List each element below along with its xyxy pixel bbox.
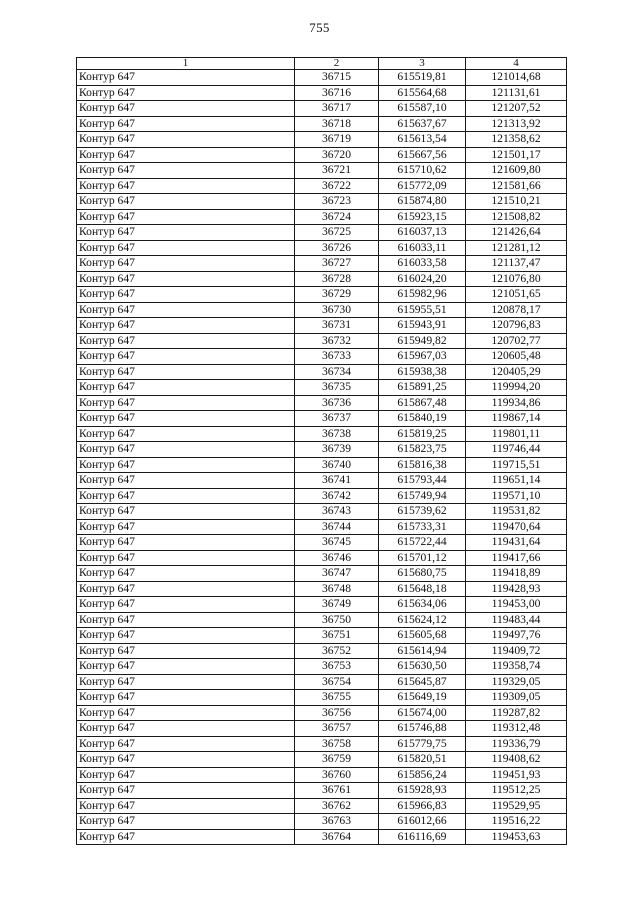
point-number-cell: 36734: [295, 364, 379, 380]
x-coordinate-cell: 615966,83: [379, 798, 466, 814]
table-row: [77, 736, 567, 752]
table-row: [77, 287, 567, 303]
point-number-cell: 36726: [295, 240, 379, 256]
x-coordinate-cell: 615891,25: [379, 380, 466, 396]
table-row: [77, 85, 567, 101]
point-number-cell: 36758: [295, 736, 379, 752]
y-coordinate-cell: 119571,10: [466, 488, 567, 504]
point-number-cell: 36763: [295, 814, 379, 830]
table-row: [77, 70, 567, 86]
contour-name-cell: Контур 647: [77, 178, 295, 194]
x-coordinate-cell: 615955,51: [379, 302, 466, 318]
y-coordinate-cell: 121131,61: [466, 85, 567, 101]
x-coordinate-cell: 615587,10: [379, 101, 466, 117]
point-number-cell: 36719: [295, 132, 379, 148]
x-coordinate-cell: 616033,11: [379, 240, 466, 256]
contour-name-cell: Контур 647: [77, 798, 295, 814]
x-coordinate-cell: 615680,75: [379, 566, 466, 582]
x-coordinate-cell: 616116,69: [379, 829, 466, 845]
x-coordinate-cell: 615982,96: [379, 287, 466, 303]
contour-name-cell: Контур 647: [77, 597, 295, 613]
x-coordinate-cell: 615648,18: [379, 581, 466, 597]
contour-name-cell: Контур 647: [77, 426, 295, 442]
contour-name-cell: Контур 647: [77, 85, 295, 101]
contour-name-cell: Контур 647: [77, 271, 295, 287]
point-number-cell: 36743: [295, 504, 379, 520]
y-coordinate-cell: 119715,51: [466, 457, 567, 473]
point-number-cell: 36720: [295, 147, 379, 163]
y-coordinate-cell: 121426,64: [466, 225, 567, 241]
point-number-cell: 36740: [295, 457, 379, 473]
x-coordinate-cell: 616037,13: [379, 225, 466, 241]
y-coordinate-cell: 119431,64: [466, 535, 567, 551]
y-coordinate-cell: 119453,00: [466, 597, 567, 613]
table-row: [77, 488, 567, 504]
contour-name-cell: Контур 647: [77, 395, 295, 411]
table-row: [77, 504, 567, 520]
point-number-cell: 36757: [295, 721, 379, 737]
table-row: [77, 147, 567, 163]
point-number-cell: 36760: [295, 767, 379, 783]
y-coordinate-cell: 121207,52: [466, 101, 567, 117]
y-coordinate-cell: 121137,47: [466, 256, 567, 272]
point-number-cell: 36729: [295, 287, 379, 303]
table-row: [77, 240, 567, 256]
y-coordinate-cell: 121076,80: [466, 271, 567, 287]
table-row: [77, 256, 567, 272]
y-coordinate-cell: 119428,93: [466, 581, 567, 597]
point-number-cell: 36752: [295, 643, 379, 659]
y-coordinate-cell: 121501,17: [466, 147, 567, 163]
contour-name-cell: Контур 647: [77, 411, 295, 427]
table-row: [77, 364, 567, 380]
table-row: [77, 163, 567, 179]
table-row: [77, 767, 567, 783]
contour-name-cell: Контур 647: [77, 690, 295, 706]
y-coordinate-cell: 121609,80: [466, 163, 567, 179]
y-coordinate-cell: 119867,14: [466, 411, 567, 427]
table-row: [77, 597, 567, 613]
contour-name-cell: Контур 647: [77, 333, 295, 349]
table-row: [77, 829, 567, 845]
table-row: [77, 643, 567, 659]
x-coordinate-cell: 615739,62: [379, 504, 466, 520]
x-coordinate-cell: 615746,88: [379, 721, 466, 737]
x-coordinate-cell: 615710,62: [379, 163, 466, 179]
table-row: [77, 674, 567, 690]
table-header: [77, 58, 567, 70]
y-coordinate-cell: 119516,22: [466, 814, 567, 830]
point-number-cell: 36733: [295, 349, 379, 365]
point-number-cell: 36750: [295, 612, 379, 628]
point-number-cell: 36721: [295, 163, 379, 179]
point-number-cell: 36724: [295, 209, 379, 225]
x-coordinate-cell: 616033,58: [379, 256, 466, 272]
table-row: [77, 194, 567, 210]
contour-name-cell: Контур 647: [77, 380, 295, 396]
y-coordinate-cell: 121281,12: [466, 240, 567, 256]
contour-name-cell: Контур 647: [77, 535, 295, 551]
point-number-cell: 36764: [295, 829, 379, 845]
table-row: [77, 271, 567, 287]
contour-name-cell: Контур 647: [77, 504, 295, 520]
table-row: [77, 814, 567, 830]
table-row: [77, 690, 567, 706]
y-coordinate-cell: 119801,11: [466, 426, 567, 442]
x-coordinate-cell: 615645,87: [379, 674, 466, 690]
table-row: [77, 395, 567, 411]
point-number-cell: 36715: [295, 70, 379, 86]
y-coordinate-cell: 121051,65: [466, 287, 567, 303]
contour-name-cell: Контур 647: [77, 829, 295, 845]
y-coordinate-cell: 119470,64: [466, 519, 567, 535]
x-coordinate-cell: 615674,00: [379, 705, 466, 721]
point-number-cell: 36753: [295, 659, 379, 675]
y-coordinate-cell: 119451,93: [466, 767, 567, 783]
point-number-cell: 36741: [295, 473, 379, 489]
contour-name-cell: Контур 647: [77, 364, 295, 380]
contour-name-cell: Контур 647: [77, 736, 295, 752]
contour-name-cell: Контур 647: [77, 318, 295, 334]
y-coordinate-cell: 119483,44: [466, 612, 567, 628]
y-coordinate-cell: 121313,92: [466, 116, 567, 132]
table-row: [77, 225, 567, 241]
contour-name-cell: Контур 647: [77, 550, 295, 566]
contour-name-cell: Контур 647: [77, 674, 295, 690]
point-number-cell: 36747: [295, 566, 379, 582]
table-row: [77, 721, 567, 737]
x-coordinate-cell: 615793,44: [379, 473, 466, 489]
table-row: [77, 612, 567, 628]
table-row: [77, 132, 567, 148]
x-coordinate-cell: 615519,81: [379, 70, 466, 86]
x-coordinate-cell: 615564,68: [379, 85, 466, 101]
table-row: [77, 783, 567, 799]
x-coordinate-cell: 615840,19: [379, 411, 466, 427]
x-coordinate-cell: 616024,20: [379, 271, 466, 287]
y-coordinate-cell: 119934,86: [466, 395, 567, 411]
table-row: [77, 380, 567, 396]
point-number-cell: 36749: [295, 597, 379, 613]
table-row: [77, 519, 567, 535]
table-row: [77, 333, 567, 349]
point-number-cell: 36727: [295, 256, 379, 272]
point-number-cell: 36754: [295, 674, 379, 690]
table-row: [77, 411, 567, 427]
point-number-cell: 36723: [295, 194, 379, 210]
contour-name-cell: Контур 647: [77, 721, 295, 737]
point-number-cell: 36731: [295, 318, 379, 334]
y-coordinate-cell: 121508,82: [466, 209, 567, 225]
point-number-cell: 36737: [295, 411, 379, 427]
contour-name-cell: Контур 647: [77, 194, 295, 210]
point-number-cell: 36736: [295, 395, 379, 411]
y-coordinate-cell: 119531,82: [466, 504, 567, 520]
point-number-cell: 36730: [295, 302, 379, 318]
table-row: [77, 550, 567, 566]
contour-name-cell: Контур 647: [77, 488, 295, 504]
x-coordinate-cell: 615867,48: [379, 395, 466, 411]
y-coordinate-cell: 121358,62: [466, 132, 567, 148]
contour-name-cell: Контур 647: [77, 767, 295, 783]
contour-name-cell: Контур 647: [77, 70, 295, 86]
table-row: [77, 566, 567, 582]
x-coordinate-cell: 615943,91: [379, 318, 466, 334]
point-number-cell: 36746: [295, 550, 379, 566]
contour-name-cell: Контур 647: [77, 349, 295, 365]
y-coordinate-cell: 120702,77: [466, 333, 567, 349]
table-row: [77, 302, 567, 318]
contour-name-cell: Контур 647: [77, 612, 295, 628]
table-row: [77, 116, 567, 132]
y-coordinate-cell: 120796,83: [466, 318, 567, 334]
table-body: [77, 70, 567, 845]
y-coordinate-cell: 120878,17: [466, 302, 567, 318]
contour-name-cell: Контур 647: [77, 132, 295, 148]
point-number-cell: 36755: [295, 690, 379, 706]
point-number-cell: 36717: [295, 101, 379, 117]
x-coordinate-cell: 615923,15: [379, 209, 466, 225]
x-coordinate-cell: 615722,44: [379, 535, 466, 551]
point-number-cell: 36735: [295, 380, 379, 396]
contour-name-cell: Контур 647: [77, 225, 295, 241]
table-row: [77, 628, 567, 644]
x-coordinate-cell: 615649,19: [379, 690, 466, 706]
y-coordinate-cell: 119287,82: [466, 705, 567, 721]
contour-name-cell: Контур 647: [77, 116, 295, 132]
table-row: [77, 442, 567, 458]
table-row: [77, 349, 567, 365]
x-coordinate-cell: 615637,67: [379, 116, 466, 132]
x-coordinate-cell: 615820,51: [379, 752, 466, 768]
contour-name-cell: Контур 647: [77, 581, 295, 597]
x-coordinate-cell: 615667,56: [379, 147, 466, 163]
y-coordinate-cell: 120605,48: [466, 349, 567, 365]
point-number-cell: 36748: [295, 581, 379, 597]
point-number-cell: 36762: [295, 798, 379, 814]
x-coordinate-cell: 615630,50: [379, 659, 466, 675]
y-coordinate-cell: 121510,21: [466, 194, 567, 210]
point-number-cell: 36716: [295, 85, 379, 101]
table-row: [77, 659, 567, 675]
x-coordinate-cell: 615816,38: [379, 457, 466, 473]
x-coordinate-cell: 615772,09: [379, 178, 466, 194]
point-number-cell: 36739: [295, 442, 379, 458]
y-coordinate-cell: 121014,68: [466, 70, 567, 86]
column-header-4: 4: [466, 58, 567, 70]
y-coordinate-cell: 121581,66: [466, 178, 567, 194]
table-row: [77, 178, 567, 194]
point-number-cell: 36718: [295, 116, 379, 132]
y-coordinate-cell: 119336,79: [466, 736, 567, 752]
contour-name-cell: Контур 647: [77, 659, 295, 675]
x-coordinate-cell: 615967,03: [379, 349, 466, 365]
x-coordinate-cell: 615605,68: [379, 628, 466, 644]
point-number-cell: 36722: [295, 178, 379, 194]
contour-name-cell: Контур 647: [77, 163, 295, 179]
table-row: [77, 101, 567, 117]
contour-name-cell: Контур 647: [77, 643, 295, 659]
y-coordinate-cell: 119512,25: [466, 783, 567, 799]
x-coordinate-cell: 615624,12: [379, 612, 466, 628]
x-coordinate-cell: 615928,93: [379, 783, 466, 799]
contour-name-cell: Контур 647: [77, 256, 295, 272]
point-number-cell: 36751: [295, 628, 379, 644]
x-coordinate-cell: 615733,31: [379, 519, 466, 535]
point-number-cell: 36761: [295, 783, 379, 799]
table-row: [77, 798, 567, 814]
point-number-cell: 36742: [295, 488, 379, 504]
y-coordinate-cell: 119651,14: [466, 473, 567, 489]
contour-name-cell: Контур 647: [77, 240, 295, 256]
x-coordinate-cell: 615749,94: [379, 488, 466, 504]
x-coordinate-cell: 615856,24: [379, 767, 466, 783]
column-header-1: 1: [77, 58, 295, 70]
y-coordinate-cell: 119408,62: [466, 752, 567, 768]
contour-name-cell: Контур 647: [77, 705, 295, 721]
page-number: 755: [309, 20, 330, 35]
y-coordinate-cell: 119418,89: [466, 566, 567, 582]
y-coordinate-cell: 119746,44: [466, 442, 567, 458]
y-coordinate-cell: 119529,95: [466, 798, 567, 814]
x-coordinate-cell: 615701,12: [379, 550, 466, 566]
contour-name-cell: Контур 647: [77, 442, 295, 458]
y-coordinate-cell: 119497,76: [466, 628, 567, 644]
contour-name-cell: Контур 647: [77, 628, 295, 644]
table-row: [77, 581, 567, 597]
contour-name-cell: Контур 647: [77, 752, 295, 768]
coordinates-table: [76, 57, 567, 845]
x-coordinate-cell: 615613,54: [379, 132, 466, 148]
x-coordinate-cell: 615779,75: [379, 736, 466, 752]
point-number-cell: 36744: [295, 519, 379, 535]
contour-name-cell: Контур 647: [77, 519, 295, 535]
y-coordinate-cell: 119409,72: [466, 643, 567, 659]
table-row: [77, 209, 567, 225]
column-header-2: 2: [295, 58, 379, 70]
table-row: [77, 318, 567, 334]
table-row: [77, 535, 567, 551]
y-coordinate-cell: 119994,20: [466, 380, 567, 396]
contour-name-cell: Контур 647: [77, 287, 295, 303]
point-number-cell: 36732: [295, 333, 379, 349]
contour-name-cell: Контур 647: [77, 814, 295, 830]
point-number-cell: 36745: [295, 535, 379, 551]
y-coordinate-cell: 120405,29: [466, 364, 567, 380]
contour-name-cell: Контур 647: [77, 302, 295, 318]
point-number-cell: 36738: [295, 426, 379, 442]
x-coordinate-cell: 615874,80: [379, 194, 466, 210]
table-row: [77, 752, 567, 768]
x-coordinate-cell: 615819,25: [379, 426, 466, 442]
x-coordinate-cell: 616012,66: [379, 814, 466, 830]
header-row: [77, 58, 567, 70]
contour-name-cell: Контур 647: [77, 473, 295, 489]
table-row: [77, 426, 567, 442]
point-number-cell: 36725: [295, 225, 379, 241]
point-number-cell: 36759: [295, 752, 379, 768]
y-coordinate-cell: 119312,48: [466, 721, 567, 737]
table-row: [77, 705, 567, 721]
y-coordinate-cell: 119453,63: [466, 829, 567, 845]
column-header-3: 3: [379, 58, 466, 70]
point-number-cell: 36728: [295, 271, 379, 287]
x-coordinate-cell: 615949,82: [379, 333, 466, 349]
y-coordinate-cell: 119329,05: [466, 674, 567, 690]
table-row: [77, 457, 567, 473]
contour-name-cell: Контур 647: [77, 783, 295, 799]
contour-name-cell: Контур 647: [77, 147, 295, 163]
point-number-cell: 36756: [295, 705, 379, 721]
contour-name-cell: Контур 647: [77, 101, 295, 117]
y-coordinate-cell: 119417,66: [466, 550, 567, 566]
y-coordinate-cell: 119358,74: [466, 659, 567, 675]
contour-name-cell: Контур 647: [77, 209, 295, 225]
x-coordinate-cell: 615614,94: [379, 643, 466, 659]
contour-name-cell: Контур 647: [77, 457, 295, 473]
x-coordinate-cell: 615823,75: [379, 442, 466, 458]
y-coordinate-cell: 119309,05: [466, 690, 567, 706]
contour-name-cell: Контур 647: [77, 566, 295, 582]
x-coordinate-cell: 615938,38: [379, 364, 466, 380]
table-row: [77, 473, 567, 489]
x-coordinate-cell: 615634,06: [379, 597, 466, 613]
